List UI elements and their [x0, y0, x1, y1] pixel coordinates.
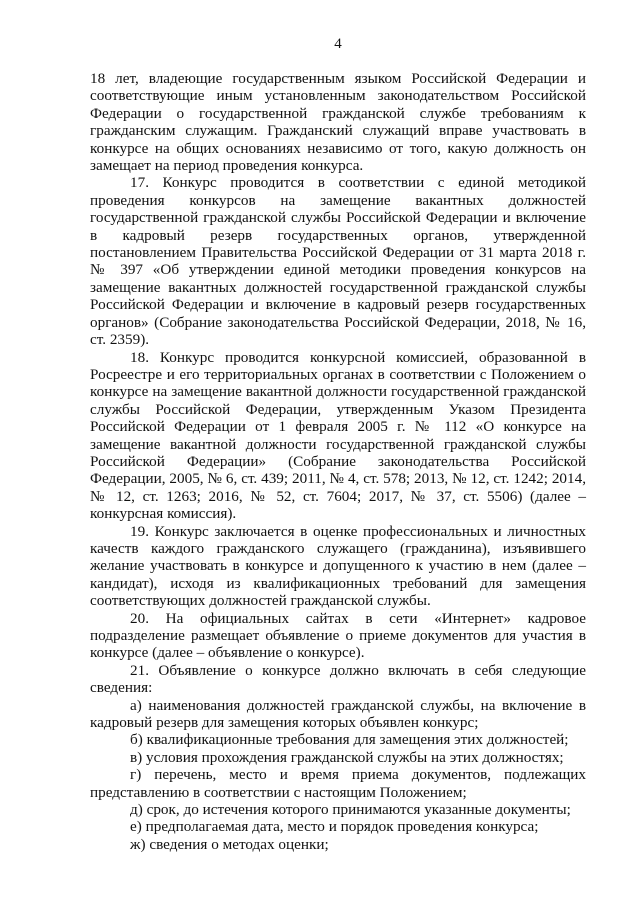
list-item-v: в) условия прохождения гражданской службы на этих должностях;: [130, 748, 564, 766]
list-item-a: а) наименования должностей гражданской службы, на включение в кадровый резерв для замещения которых объявлен конкурс;: [90, 696, 586, 732]
list-item-e: е) предполагаемая дата, место и порядок проведения конкурса;: [130, 818, 539, 836]
paragraph-18: 18. Конкурс проводится конкурсной комиссией, образованной в Росреестре и его территориальных органах в соответствии с Положением о конкурсе на замещение вакантной должности государственной гражданской службы Российской Федерации, утвержденным Указом Президента Российской Федерации от 1 февраля 2005 г. № 112 «О конкурсе на замещение вакантной должности государственной гражданской службы Российской Федерации» (Собрание законодательства Российской Федерации, 2005, № 6, ст. 439; 2011, № 4, ст. 578; 2013, № 12, ст. 1242; 2014, № 12, ст. 1263; 2016, № 52, ст. 7604; 2017, № 37, ст. 5506) (далее – конкурсная комиссия).: [90, 348, 586, 523]
paragraph-17: 17. Конкурс проводится в соответствии с единой методикой проведения конкурсов на замещение вакантных должностей государственной гражданской службы Российской Федерации и включение в кадровый резерв государственных органов, утвержденной постановлением Правительства Российской Федерации от 31 марта 2018 г. № 397 «Об утверждении единой методики проведения конкурсов на замещение вакантных должностей государственной гражданской службы Российской Федерации и включение в кадровый резерв государственных органов» (Собрание законодательства Российской Федерации, 2018, № 16, ст. 2359).: [90, 174, 586, 349]
list-item-zh: ж) сведения о методах оценки;: [130, 835, 329, 853]
page-number: 4: [334, 36, 342, 52]
paragraph-19: 19. Конкурс заключается в оценке профессиональных и личностных качеств каждого гражданского служащего (гражданина), изъявившего желание участвовать в конкурсе и допущенного к участию в нем (далее – кандидат), исходя из квалификационных требований для замещения соответствующих должностей гражданской службы.: [90, 522, 586, 610]
list-item-g: г) перечень, место и время приема документов, подлежащих представлению в соответствии с настоящим Положением;: [90, 766, 586, 801]
list-item-b: б) квалификационные требования для замещения этих должностей;: [130, 731, 569, 749]
paragraph-20: 20. На официальных сайтах в сети «Интернет» кадровое подразделение размещает объявление о приеме документов для участия в конкурсе (далее – объявление о конкурсе).: [90, 609, 586, 662]
list-item-d: д) срок, до истечения которого принимаются указанные документы;: [130, 801, 571, 819]
document-body: [90, 70, 586, 853]
paragraph-21: 21. Объявление о конкурсе должно включать в себя следующие сведения:: [90, 661, 586, 697]
paragraph-continuation: 18 лет, владеющие государственным языком Российской Федерации и соответствующие иным установленным законодательством Российской Федерации о государственной гражданской службе требованиям к гражданским служащим. Гражданский служащий вправе участвовать в конкурсе на общих основаниях независимо от того, какую должность он замещает на период проведения конкурса.: [90, 70, 586, 175]
